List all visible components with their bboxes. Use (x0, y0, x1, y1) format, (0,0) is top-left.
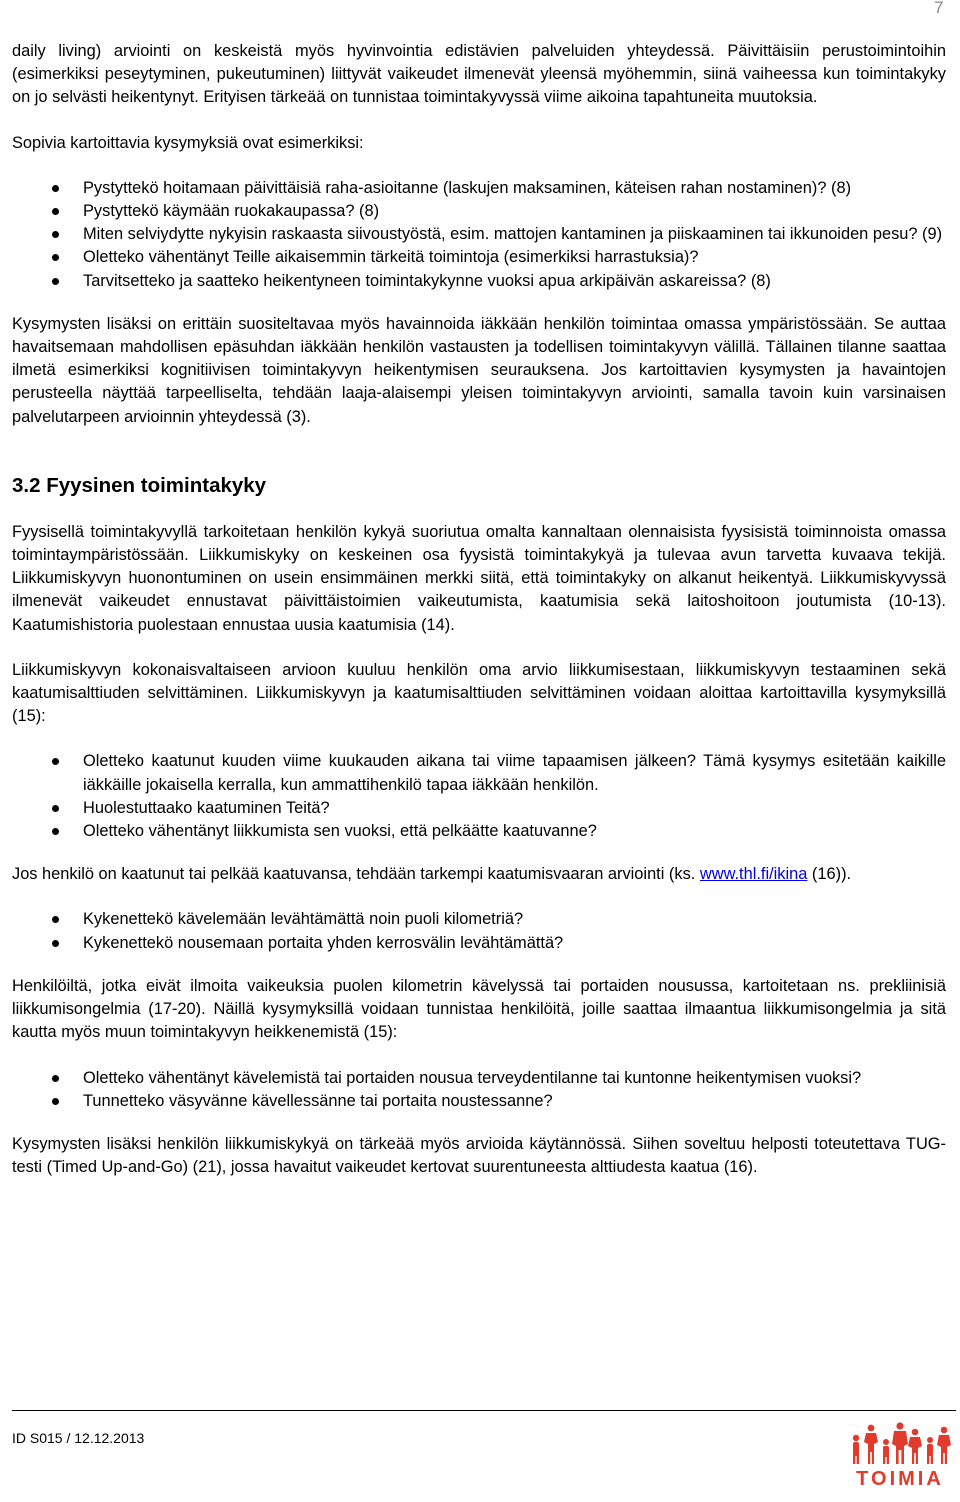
list-item: Miten selviydytte nykyisin raskaasta siivoustyöstä, esim. mattojen kantaminen ja piiskaaminen tai ikkunoiden pesu? (9) (83, 223, 946, 246)
paragraph-questions-intro: Sopivia kartoittavia kysymyksiä ovat esimerkiksi: (12, 133, 364, 152)
list-item: Oletteko vähentänyt Teille aikaisemmin tärkeitä toimintoja (esimerkiksi harrastuksia)? (83, 246, 946, 269)
paragraph-tug-test: Kysymysten lisäksi henkilön liikkumiskykyä on tärkeää myös arvioida käytännössä. Siihen soveltuu helposti toteutettava TUG-testi (Timed Up-and-Go) (21), jossa havaitut vaikeudet kertovat suurentuneesta alttiudesta kaatua (16). (12, 1134, 946, 1177)
bullet-list-daily-questions (12, 177, 946, 293)
bullet-list-walking-questions (12, 908, 946, 954)
list-item: Kykenettekö nousemaan portaita yhden kerrosvälin levähtämättä? (83, 932, 946, 955)
paragraph-text: Jos henkilö on kaatunut tai pelkää kaatuvansa, tehdään tarkempi kaatumisvaaran arviointi (ks. (12, 865, 700, 884)
list-item: Pystyttekö käymään ruokakaupassa? (8) (83, 200, 946, 223)
logo-wordmark: TOIMIA (856, 1468, 944, 1490)
list-item: Pystyttekö hoitamaan päivittäisiä raha-asioitanne (laskujen maksaminen, käteisen rahan nostaminen)? (8) (83, 177, 946, 200)
bullet-list-preclinical-questions (12, 1067, 946, 1113)
footer-document-id: ID S015 / 12.12.2013 (12, 1430, 145, 1446)
paragraph-mobility-assessment: Liikkumiskyvyn kokonaisvaltaiseen arvioon kuuluu henkilön oma arvio liikkumisestaan, liikkumiskyvyn testaaminen sekä kaatumisalttiuden selvittäminen. Liikkumiskyvyn ja kaatumisalttiuden selvittäminen voidaan aloittaa kartoittavilla kysymyksillä (15): (12, 660, 946, 726)
ikina-link[interactable]: www.thl.fi/ikina (699, 865, 808, 884)
list-item: Oletteko vähentänyt kävelemistä tai portaiden nousua terveydentilanne tai kuntonne heikentymisen vuoksi? (83, 1067, 946, 1090)
paragraph-intro: daily living) arviointi on keskeistä myös hyvinvointia edistävien palveluiden yhteydessä. Päivittäisiin perustoimintoihin (esimerkiksi peseytyminen, pukeutuminen) liittyvät vaikeudet ilmenevät yleensä myöhemmin, siinä vaiheessa kun toimintakyky on jo selvästi heikentynyt. Erityisen tärkeää on tunnistaa toimintakyvyssä viime aikoina tapahtuneita muutoksia. (12, 42, 946, 107)
list-item: Oletteko vähentänyt liikkumista sen vuoksi, että pelkäätte kaatuvanne? (83, 820, 946, 843)
list-item: Huolestuttaako kaatuminen Teitä? (83, 797, 946, 820)
footer-divider (12, 1410, 956, 1411)
people-group-icon (844, 1418, 956, 1466)
section-heading: 3.2 Fyysinen toimintakyky (12, 473, 267, 497)
list-item: Oletteko kaatunut kuuden viime kuukauden aikana tai viime tapaamisen jälkeen? Tämä kysymys esitetään kaikille iäkkäille jokaisella kerralla, kun ammattihenkilö tapaa iäkkään henkilön. (83, 750, 946, 796)
list-item: Tunnetteko väsyvänne kävellessänne tai portaita noustessanne? (83, 1090, 946, 1113)
paragraph-fall-risk (12, 863, 946, 886)
paragraph-physical-definition: Fyysisellä toimintakyvyllä tarkoitetaan henkilön kykyä suoriutua omalta kannaltaan olennaisista fyysisistä toiminnoista omassa toimintaympäristössään. Liikkumiskyky on keskeinen osa fyysistä toimintakykyä ja tulevaa avun tarvetta kuvaava tekijä. Liikkumiskyvyn huonontuminen on usein ensimmäinen merkki siitä, että toimintakyky on alkanut heikentyä. Liikkumiskyvyssä ilmenevät vaikeudet ennustavat päivittäistoimien vaikeutumista, kaatumisia sekä laitoshoitoon joutumista (10-13). Kaatumishistoria puolestaan ennustaa uusia kaatumisia (14). (12, 522, 946, 634)
list-item: Kykenettekö kävelemään levähtämättä noin puoli kilometriä? (83, 908, 946, 931)
toimia-logo (844, 1418, 956, 1496)
paragraph-preclinical: Henkilöiltä, jotka eivät ilmoita vaikeuksia puolen kilometrin kävelyssä tai portaiden nousussa, kartoitetaan ns. prekliinisiä liikkumisongelmia (17-20). Näillä kysymyksillä voidaan tunnistaa henkilöitä, joille saattaa ilmaantua liikkumisongelmia ja sitä kautta myös muun toimintakyvyn heikkenemistä (15): (12, 976, 946, 1042)
paragraph-observation: Kysymysten lisäksi on erittäin suositeltavaa myös havainnoida iäkkään henkilön toimintaa omassa ympäristössään. Se auttaa havaitsemaan mahdollisen epäsuhdan iäkkään henkilön vastausten ja todellisen toimintakyvyn välillä. Tällainen tilanne saattaa ilmetä esimerkiksi kognitiivisen toimintakyvyn heikentymisen seurauksena. Jos kartoittavien kysymysten ja havaintojen perusteella näyttää tarpeelliselta, tehdään laaja-alaisempi yleisen toimintakyvyn arviointi, samalla tavoin kuin varsinaisen palvelutarpeen arvioinnin yhteydessä (3). (12, 314, 946, 426)
paragraph-text: (16)). (807, 865, 852, 884)
document-body (12, 40, 946, 1201)
page-number: 7 (934, 0, 944, 17)
list-item: Tarvitsetteko ja saatteko heikentyneen toimintakykynne vuoksi apua arkipäivän askareissa? (8) (83, 270, 946, 293)
bullet-list-fall-questions (12, 750, 946, 843)
